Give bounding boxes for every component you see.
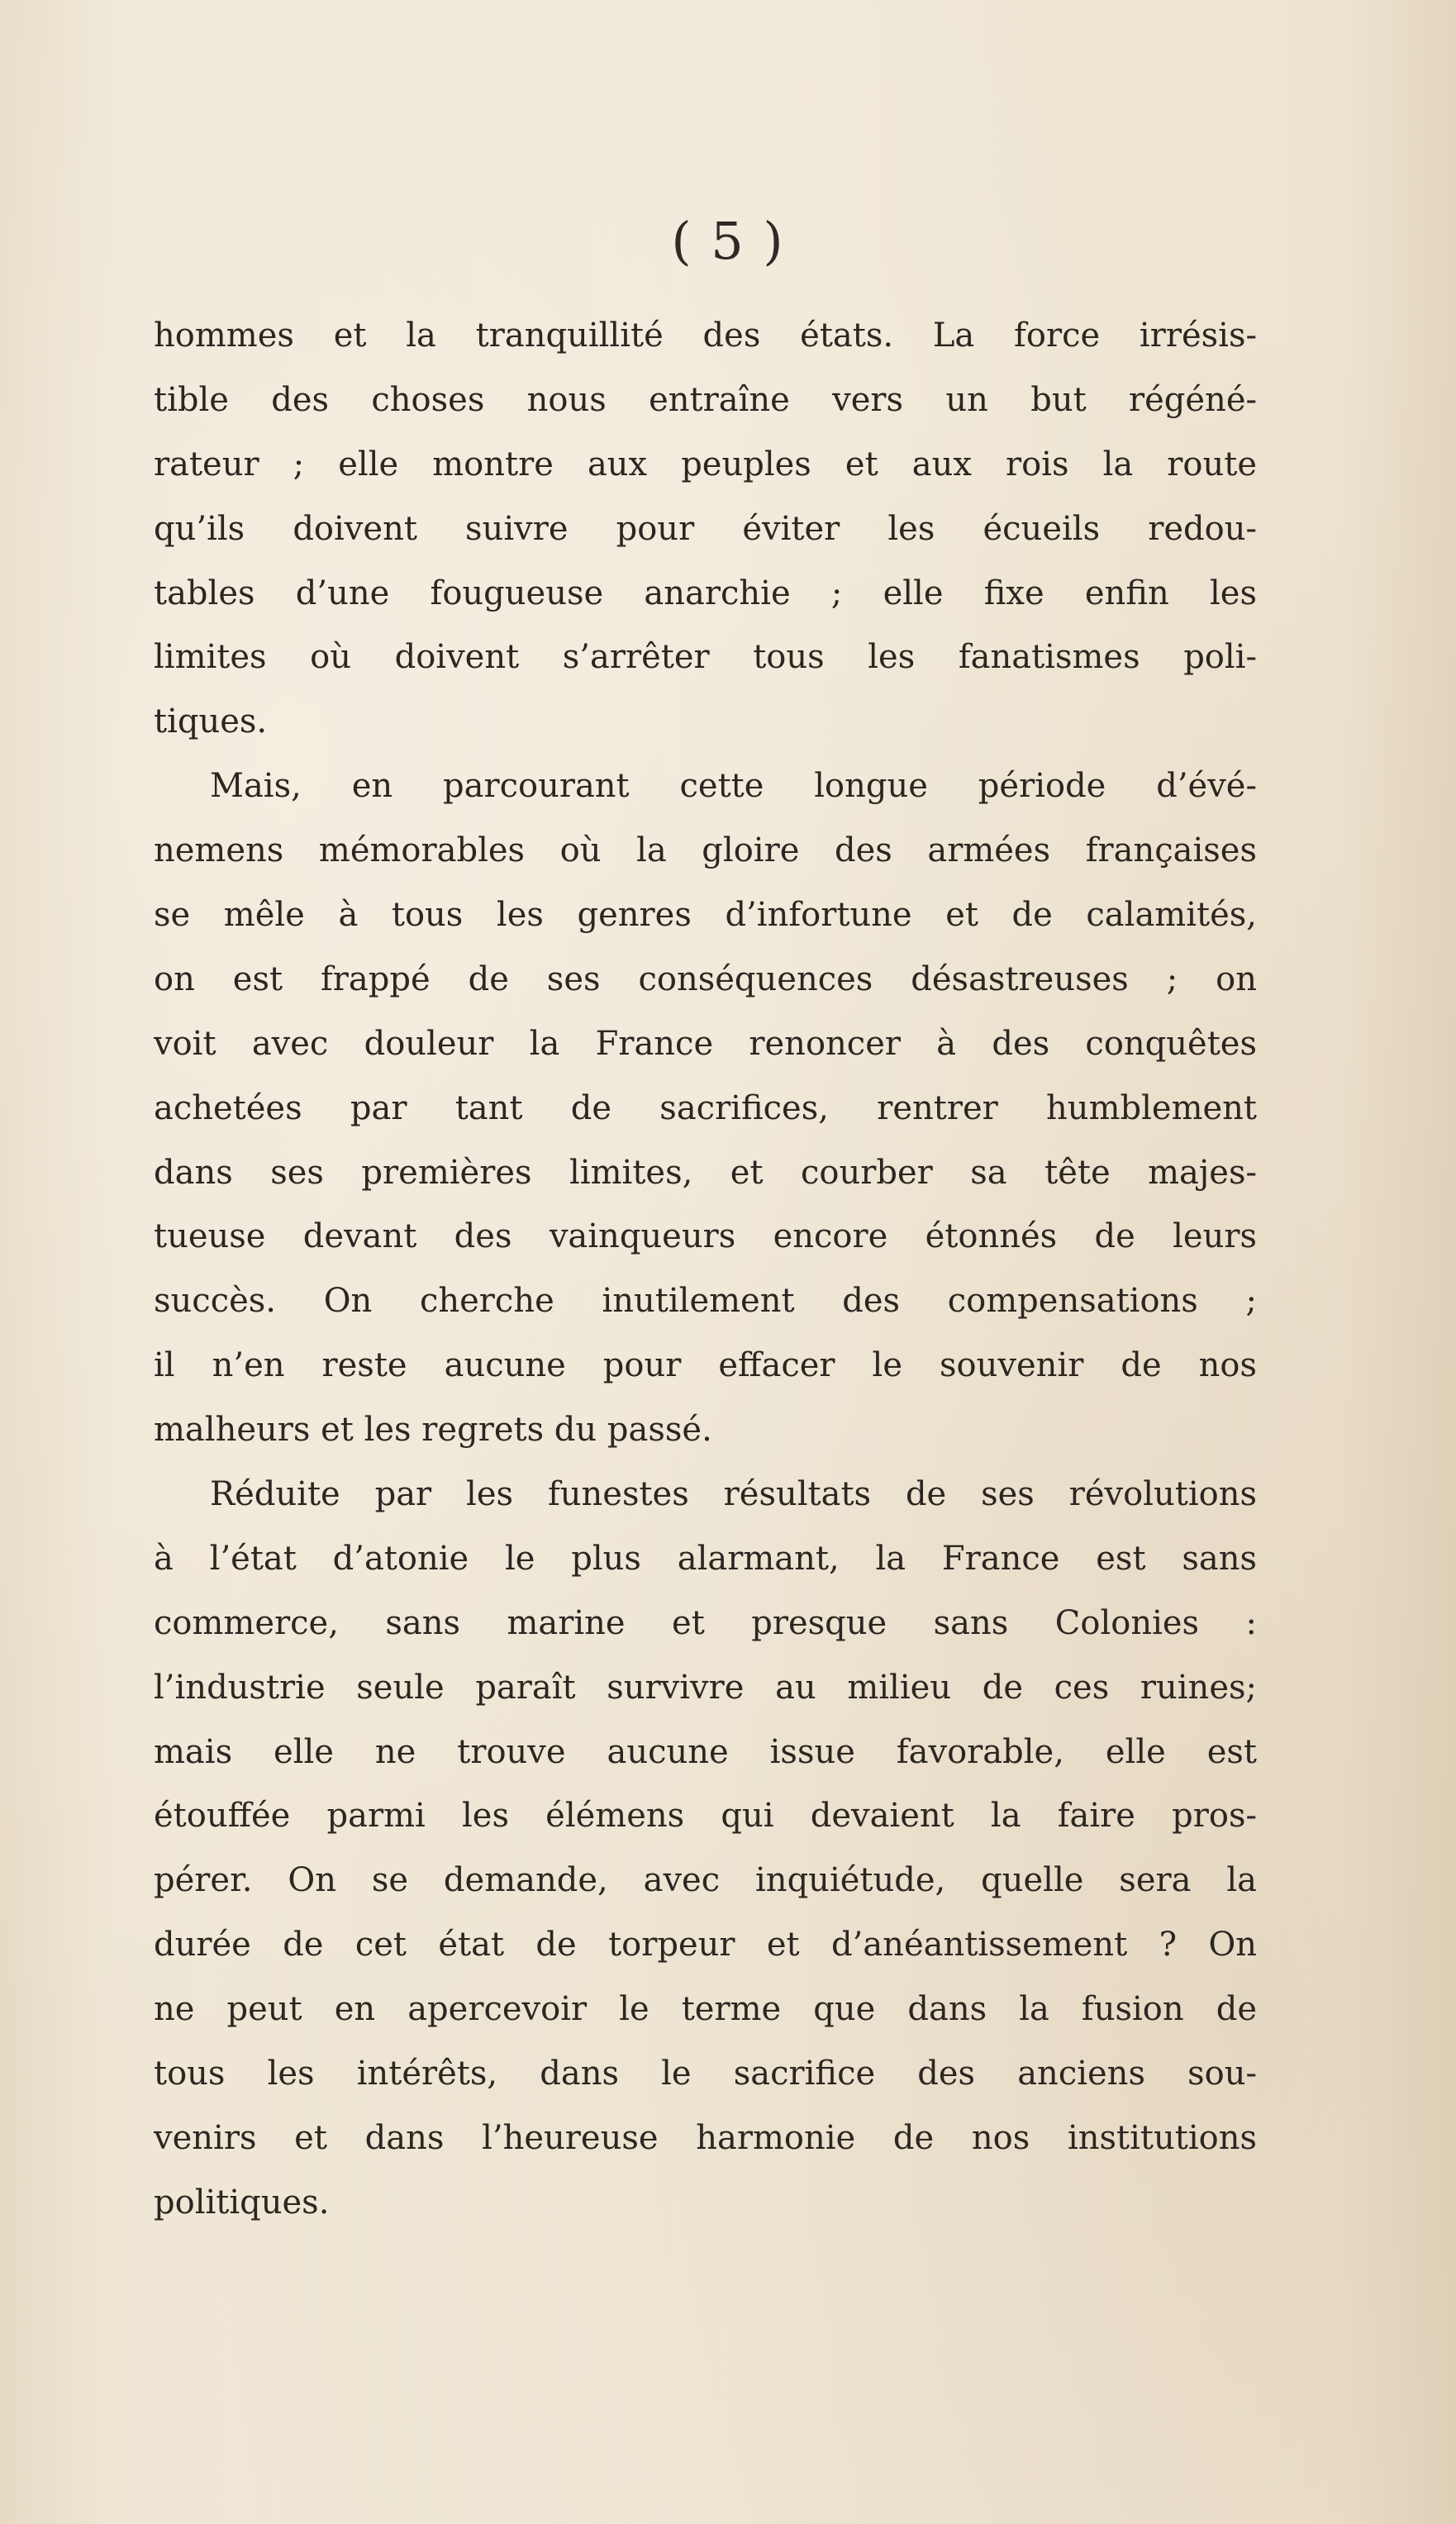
text-line: venirs et dans l’heureuse harmonie de nos institutions <box>154 2118 1257 2157</box>
text-line: l’industrie seule paraît survivre au milieu de ces ruines; <box>154 1668 1257 1707</box>
text-line: il n’en reste aucune pour effacer le souvenir de nos <box>154 1346 1257 1385</box>
text-line: durée de cet état de torpeur et d’anéantissement ? On <box>154 1926 1257 1964</box>
text-line: tous les intérêts, dans le sacrifice des anciens sou- <box>154 2055 1257 2093</box>
text-line: étouffée parmi les élémens qui devaient la faire pros- <box>154 1797 1257 1836</box>
text-line: succès. On cherche inutilement des compensations ; <box>154 1282 1257 1321</box>
text-line: qu’ils doivent suivre pour éviter les écueils redou- <box>154 509 1257 548</box>
text-line: hommes et la tranquillité des états. La force irrésis- <box>154 317 1257 355</box>
page-number: ( 5 ) <box>671 211 785 271</box>
text-line: ne peut en apercevoir le terme que dans la fusion de <box>154 1990 1257 2029</box>
text-line: rateur ; elle montre aux peuples et aux rois la route <box>154 445 1257 483</box>
text-line: à l’état d’atonie le plus alarmant, la France est sans <box>154 1539 1257 1578</box>
text-line: tueuse devant des vainqueurs encore étonnés de leurs <box>154 1217 1257 1256</box>
text-line: politiques. <box>154 2183 330 2222</box>
body-text <box>154 304 1257 2236</box>
text-line: on est frappé de ses conséquences désastreuses ; on <box>154 960 1257 998</box>
text-line: tible des choses nous entraîne vers un but régéné- <box>154 380 1257 419</box>
text-line: voit avec douleur la France renoncer à des conquêtes <box>154 1024 1257 1063</box>
text-line: dans ses premières limites, et courber sa tête majes- <box>154 1153 1257 1192</box>
text-line: se mêle à tous les genres d’infortune et de calamités, <box>154 896 1257 935</box>
text-line: limites où doivent s’arrêter tous les fanatismes poli- <box>154 638 1257 677</box>
text-line: achetées par tant de sacrifices, rentrer humblement <box>154 1088 1257 1127</box>
text-line: mais elle ne trouve aucune issue favorable, elle est <box>154 1732 1257 1771</box>
paragraph-start-line: Mais, en parcourant cette longue période d’évé- <box>210 767 1257 806</box>
text-line: pérer. On se demande, avec inquiétude, quelle sera la <box>154 1861 1257 1900</box>
text-line: nemens mémorables où la gloire des armées françaises <box>154 831 1257 870</box>
text-line: tiques. <box>154 702 268 741</box>
paragraph-start-line: Réduite par les funestes résultats de ses révolutions <box>210 1475 1257 1514</box>
text-line: malheurs et les regrets du passé. <box>154 1411 712 1450</box>
text-line: tables d’une fougueuse anarchie ; elle fixe enfin les <box>154 574 1257 612</box>
text-line: commerce, sans marine et presque sans Colonies : <box>154 1603 1257 1642</box>
